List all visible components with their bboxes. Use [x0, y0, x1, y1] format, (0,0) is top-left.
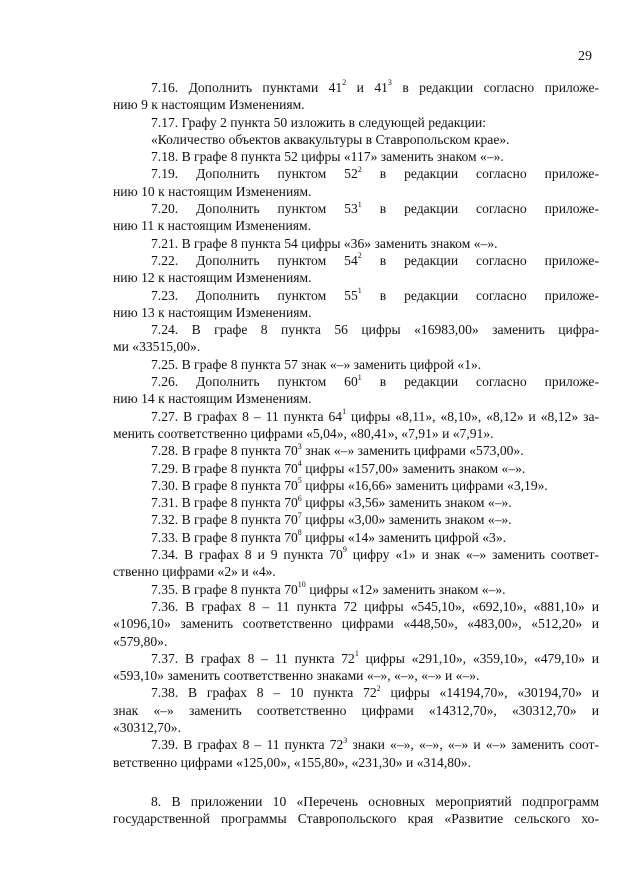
- text-span: цифры «157,00» заменить знаком «–».: [301, 460, 526, 476]
- text-line: [113, 165, 599, 182]
- superscript: 3: [387, 78, 392, 88]
- text-span: 7.33. В графе 8 пункта 70: [151, 529, 298, 545]
- text-line: [113, 736, 599, 753]
- text-span: 7.27. В графах 8 – 11 пункта 64: [151, 408, 343, 424]
- paragraph: [113, 165, 599, 200]
- superscript: 1: [357, 372, 362, 382]
- text-line: [113, 373, 599, 390]
- text-line: [113, 598, 599, 615]
- superscript: 3: [343, 735, 348, 745]
- text-line: [113, 793, 599, 810]
- section-gap: [113, 771, 599, 793]
- text-span: «1096,10» заменить соответственно цифрами «448,50», «483,00», «512,20» и: [113, 616, 599, 632]
- superscript: 7: [297, 510, 302, 520]
- paragraph: [113, 477, 599, 494]
- text-span: в редакции согласно приложе-: [361, 252, 599, 268]
- text-line: [113, 810, 599, 827]
- text-line: [113, 131, 599, 148]
- text-line: [113, 338, 599, 355]
- text-line: [113, 96, 599, 113]
- text-span: в редакции согласно приложе-: [391, 80, 599, 95]
- superscript: 1: [357, 199, 362, 209]
- superscript: 4: [297, 459, 302, 468]
- text-span: 7.36. В графах 8 – 11 пункта 72 цифры «545,10», «692,10», «881,10» и: [151, 598, 599, 614]
- text-line: [113, 754, 599, 771]
- text-line: [113, 442, 599, 459]
- text-line: [113, 719, 599, 736]
- text-span: 7.34. В графах 8 и 9 пункта 70: [151, 547, 343, 563]
- text-line: [113, 563, 599, 580]
- text-span: «30312,70».: [113, 719, 181, 735]
- text-line: [113, 200, 599, 217]
- text-span: в редакции согласно приложе-: [361, 201, 599, 217]
- superscript: 3: [297, 441, 302, 451]
- superscript: 2: [376, 683, 381, 693]
- text-span: 7.21. В графе 8 пункта 54 цифры «36» заменить знаком «–».: [151, 235, 498, 251]
- paragraph: [113, 684, 599, 736]
- text-line: [113, 511, 599, 528]
- superscript: 2: [357, 251, 362, 261]
- text-span: ственно цифрами «2» и «4».: [113, 564, 276, 580]
- paragraph: [113, 598, 599, 650]
- text-line: [113, 529, 599, 546]
- paragraph: [113, 408, 599, 443]
- paragraph: [113, 200, 599, 235]
- text-span: государственной программы Ставропольского края «Развитие сельского хо-: [113, 811, 599, 827]
- document-body: [113, 79, 599, 827]
- text-span: 7.20. Дополнить пунктом 53: [151, 201, 358, 217]
- text-span: 7.25. В графе 8 пункта 57 знак «–» заменить цифрой «1».: [151, 356, 482, 372]
- superscript: 2: [342, 78, 347, 88]
- text-span: ветственно цифрами «125,00», «155,80», «231,30» и «314,80».: [113, 754, 472, 770]
- text-line: [113, 546, 599, 563]
- text-line: [113, 217, 599, 234]
- text-span: нию 11 к настоящим Изменениям.: [113, 218, 311, 234]
- text-span: 7.26. Дополнить пунктом 60: [151, 374, 358, 390]
- text-span: в редакции согласно приложе-: [361, 166, 599, 182]
- paragraph: [113, 494, 599, 511]
- paragraph: [113, 442, 599, 459]
- paragraph: [113, 529, 599, 546]
- paragraph: [113, 511, 599, 528]
- superscript: 1: [354, 649, 359, 659]
- text-span: знак «–» заменить цифрами «573,00».: [301, 443, 524, 459]
- text-span: 7.31. В графе 8 пункта 70: [151, 495, 298, 511]
- text-span: менить соответственно цифрами «5,04», «80,41», «7,91» и «7,91».: [113, 425, 494, 441]
- superscript: 5: [297, 476, 302, 486]
- text-span: цифры «3,00» заменить знаком «–».: [301, 512, 512, 528]
- superscript: 2: [357, 164, 362, 174]
- text-span: цифры «8,11», «8,10», «8,12» и «8,12» за-: [346, 408, 600, 424]
- paragraph: [113, 460, 599, 477]
- text-line: [113, 269, 599, 286]
- text-span: цифры «3,56» заменить знаком «–».: [301, 495, 512, 511]
- text-span: 7.16. Дополнить пунктами 41: [151, 80, 343, 95]
- text-line: [113, 650, 599, 667]
- text-span: 7.23. Дополнить пунктом 55: [151, 287, 358, 303]
- text-line: [113, 356, 599, 373]
- text-span: 7.18. В графе 8 пункта 52 цифры «117» заменить знаком «–».: [151, 149, 504, 165]
- text-line: [113, 615, 599, 632]
- text-span: нию 14 к настоящим Изменениям.: [113, 391, 312, 407]
- superscript: 8: [297, 528, 302, 538]
- text-line: [113, 460, 599, 477]
- text-line: [113, 252, 599, 269]
- text-span: ми «33515,00».: [113, 339, 201, 355]
- text-span: 7.19. Дополнить пунктом 52: [151, 166, 358, 182]
- text-span: 7.38. В графах 8 – 10 пункта 72: [151, 685, 377, 701]
- text-line: [113, 633, 599, 650]
- text-line: [113, 425, 599, 442]
- text-span: знаки «–», «–», «–» и «–» заменить соот-: [347, 737, 599, 753]
- text-span: в редакции согласно приложе-: [361, 374, 599, 390]
- text-span: нию 9 к настоящим Изменениям.: [113, 97, 305, 113]
- text-line: [113, 390, 599, 407]
- superscript: 6: [297, 493, 302, 503]
- paragraph: [113, 321, 599, 356]
- text-span: в редакции согласно приложе-: [361, 287, 599, 303]
- text-line: [113, 114, 599, 131]
- text-line: [113, 183, 599, 200]
- text-line: [113, 667, 599, 684]
- paragraph: [113, 148, 599, 165]
- paragraph: [113, 650, 599, 685]
- text-span: нию 10 к настоящим Изменениям.: [113, 183, 312, 199]
- paragraph: [113, 793, 599, 828]
- text-line: [113, 321, 599, 338]
- text-span: 7.39. В графах 8 – 11 пункта 72: [151, 737, 344, 753]
- text-span: знак «–» заменить соответственно цифрами «14312,70», «30312,70» и: [113, 702, 599, 718]
- page-number: 29: [578, 49, 592, 64]
- paragraph: [113, 235, 599, 252]
- text-span: «579,80».: [113, 633, 168, 649]
- text-span: 7.24. В графе 8 пункта 56 цифры «16983,00» заменить цифра-: [151, 322, 599, 338]
- text-line: [113, 235, 599, 252]
- text-span: и 41: [346, 80, 388, 95]
- superscript: 1: [342, 407, 347, 417]
- text-line: [113, 79, 599, 96]
- text-line: [113, 408, 599, 425]
- text-line: [113, 287, 599, 304]
- text-span: 7.32. В графе 8 пункта 70: [151, 512, 298, 528]
- text-span: «Количество объектов аквакультуры в Ставропольском крае».: [151, 131, 510, 147]
- text-span: цифры «291,10», «359,10», «479,10» и: [358, 650, 599, 666]
- text-span: 7.28. В графе 8 пункта 70: [151, 443, 298, 459]
- text-span: 7.22. Дополнить пунктом 54: [151, 252, 358, 268]
- superscript: 9: [342, 545, 347, 555]
- text-line: [113, 477, 599, 494]
- text-span: 8. В приложении 10 «Перечень основных мероприятий подпрограмм: [151, 793, 599, 809]
- text-span: нию 12 к настоящим Изменениям.: [113, 270, 312, 286]
- text-line: [113, 148, 599, 165]
- text-line: [113, 581, 599, 598]
- text-span: 7.30. В графе 8 пункта 70: [151, 477, 298, 493]
- paragraph: [113, 581, 599, 598]
- text-span: цифру «1» и знак «–» заменить соответ-: [346, 547, 600, 563]
- text-span: 7.37. В графах 8 – 11 пункта 72: [151, 650, 355, 666]
- text-span: цифры «12» заменить знаком «–».: [305, 581, 506, 597]
- paragraph: [113, 287, 599, 322]
- text-span: нию 13 к настоящим Изменениям.: [113, 304, 312, 320]
- text-line: [113, 494, 599, 511]
- text-span: цифры «16,66» заменить цифрами «3,19».: [301, 477, 548, 493]
- paragraph: [113, 114, 599, 149]
- text-span: 7.29. В графе 8 пункта 70: [151, 460, 298, 476]
- text-line: [113, 702, 599, 719]
- paragraph: [113, 252, 599, 287]
- paragraph: [113, 546, 599, 581]
- paragraph: [113, 736, 599, 771]
- text-span: «593,10» заменить соответственно знаками «–», «–», «–» и «–».: [113, 668, 480, 684]
- paragraph: [113, 79, 599, 114]
- paragraph: [113, 356, 599, 373]
- text-span: цифры «14» заменить цифрой «3».: [301, 529, 507, 545]
- text-span: 7.35. В графе 8 пункта 70: [151, 581, 298, 597]
- text-line: [113, 304, 599, 321]
- paragraph: [113, 373, 599, 408]
- text-line: [113, 684, 599, 701]
- superscript: 10: [297, 580, 306, 590]
- text-span: 7.17. Графу 2 пункта 50 изложить в следующей редакции:: [151, 114, 487, 130]
- text-span: цифры «14194,70», «30194,70» и: [380, 685, 599, 701]
- superscript: 1: [357, 286, 362, 296]
